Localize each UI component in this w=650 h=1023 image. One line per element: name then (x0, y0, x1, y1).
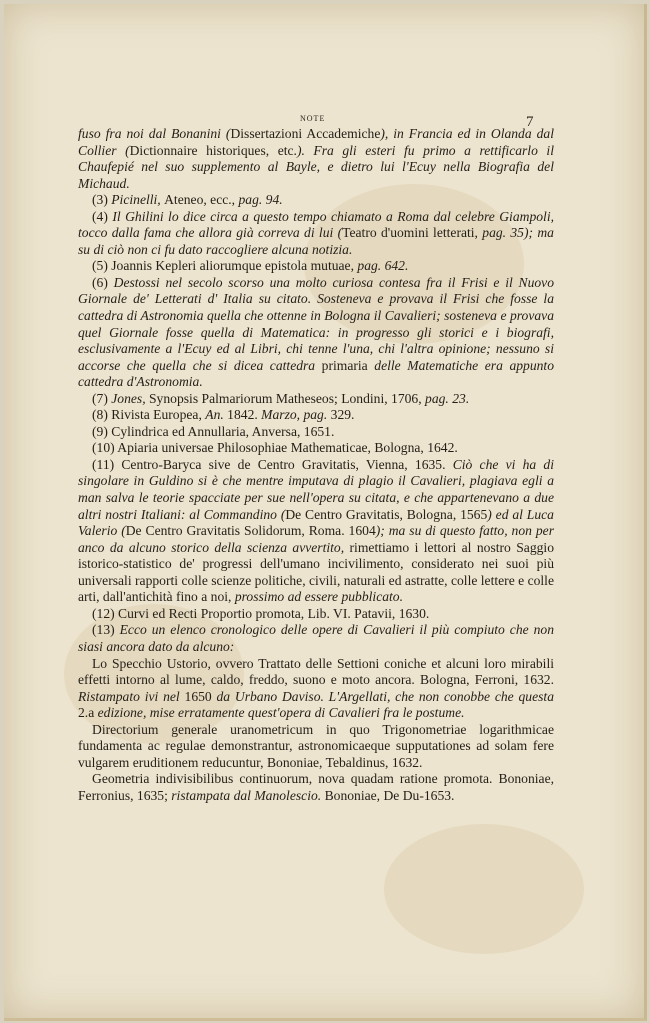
footnote-paragraph (78, 656, 554, 722)
text-segment: (3) (92, 192, 112, 208)
text-segment: edizione, mise erratamente quest'opera di Cavalieri fra le postume. (97, 705, 465, 721)
book-page (4, 4, 647, 1021)
text-segment: Il Ghilini lo dice circa a questo tempo chiamato a Roma dal celebre Giampoli, tocco dalla fama che allora già correva di lui ( (78, 208, 554, 241)
text-segment: pag. 23. (425, 390, 470, 406)
text-segment: Marzo, pag. (261, 407, 331, 423)
text-segment: ). Fra gli esteri fu primo a rettificarlo il Chaufepié nel suo supplemento al Bayle, e dietro lui l'Ecuy nella Biografia del Michaud. (78, 142, 554, 191)
text-segment: Dictionnaire historiques, etc. (129, 142, 297, 158)
text-segment: Picinelli, (111, 192, 165, 208)
footnote-continuation (78, 126, 554, 192)
footnotes-text (78, 126, 554, 804)
footnote-paragraph (78, 622, 554, 655)
text-segment: (5) Joannis Kepleri aliorumque epistola mutuae, (92, 258, 358, 274)
text-segment: primaria (321, 357, 375, 373)
footnote-paragraph (78, 391, 554, 408)
text-segment: De Centro Gravitatis Solidorum, Roma. 1604 (125, 523, 376, 539)
text-segment: Ciò che vi ha di singolare in Guldino si è che mentre imputava di plagio il Cavalieri, plagiava egli a man salva le teorie spacciate per sue nell'opera su citata, e che appartenevano a due altri nostri Italiani: al Commandino ( (78, 456, 554, 522)
text-segment: (9) Cylindrica ed Annullaria, Anversa, 1651. (92, 423, 335, 439)
paper-stain (384, 824, 584, 954)
text-segment: (10) Apiaria universae Philosophiae Mathematicae, Bologna, 1642. (92, 440, 458, 456)
text-segment: fuso fra noi dal Bonanini ( (78, 126, 231, 141)
text-segment: Destossi nel secolo scorso una molto curiosa contesa fra il Frisi e il Nuovo Giornale de' Letterati d' Italia su citato. Sosteneva e provava il Frisi che fosse la cattedra di Astronomia quella che ottenne in Bologna il Cavalieri; sosteneva e provava quel Giornale fosse quella di Matematica: in progresso gli storici e i biografi, esclusivamente a l'Ecuy ed al Libri, chi tenne l'una, chi l'altra opinione; nessuno si accorse che quella che si dicea cattedra (78, 274, 555, 373)
text-segment: (7) (92, 390, 112, 406)
footnote-paragraph (78, 606, 554, 623)
text-segment: Teatro d'uomini letterati, (342, 225, 483, 241)
text-segment: da Urbano Daviso. L'Argellati, che non conobbe che questa (216, 688, 554, 704)
text-segment: (6) (92, 274, 114, 290)
text-segment: De Centro Gravitatis, Bologna, 1565 (285, 506, 488, 522)
footnote-paragraph (78, 771, 554, 804)
text-segment: ) ed al Luca Valerio ( (78, 506, 554, 539)
text-segment: 329. (330, 407, 355, 423)
text-segment: in Francia ed in Olanda dal Collier ( (78, 126, 554, 158)
footnote-paragraph (78, 457, 554, 606)
text-segment: ); ma su di questo fatto, non per anco da alcuno storico della scienza avvertito, (78, 523, 554, 555)
text-segment: Ristampato ivi nel (78, 688, 185, 704)
page-number: 7 (526, 114, 534, 130)
text-segment: 2.a (78, 705, 98, 721)
text-segment: (8) Rivista Europea, (92, 407, 206, 423)
text-segment: pag. 35); ma su di ciò non ci fu dato raccogliere alcuna notizia. (78, 225, 554, 257)
text-segment: pag. 94. (238, 192, 283, 208)
text-segment: Synopsis Palmariorum Matheseos; Londini, 1706, (149, 390, 426, 406)
text-segment: ), (380, 126, 394, 141)
text-segment: Ateneo, ecc., (164, 192, 239, 208)
text-segment: rimettiamo i lettori al nostro Saggio istorico-statistico de' progressi dell'umano incivilimento, considerato nei suoi più universali rapporti colle scienze politiche, civili, naturali ed astratte, colle lettere e colle arti, dall'antichità fino a noi, (78, 539, 554, 605)
text-segment: Jones, (111, 390, 149, 406)
text-segment: pag. 642. (357, 258, 409, 274)
text-segment: Lo Specchio Ustorio, ovvero Trattato delle Settioni coniche et alcuni loro mirabili effetti intorno al lume, caldo, freddo, suono e moto ancora. Bologna, Ferroni, 1632. (78, 655, 554, 688)
text-segment: (4) (92, 208, 113, 224)
text-segment: ristampata dal Manolescio. (171, 787, 325, 803)
footnote-paragraph (78, 258, 554, 275)
text-segment: An. (205, 407, 228, 423)
text-segment: Directorium generale uranometricum in quo Trigonometriae logarithmicae fundamenta ac regulae demonstrantur, astronomicaeque supputationes ad solam fere vulgarem eruditionem reducuntur, Bononiae, Tebaldinus, 1632. (78, 721, 554, 770)
text-segment: delle Matematiche era appunto cattedra d'Astronomia. (78, 357, 554, 390)
footnote-paragraph (78, 192, 554, 209)
footnote-paragraph (78, 424, 554, 441)
footnote-paragraph (78, 209, 554, 259)
text-segment: 1842. (227, 407, 262, 423)
footnote-paragraph (78, 440, 554, 457)
running-head: NOTE (300, 114, 326, 123)
footnote-paragraph (78, 722, 554, 772)
footnote-paragraph (78, 407, 554, 424)
text-segment: (13) (92, 622, 120, 638)
text-segment: Bononiae, De Du-1653. (324, 787, 455, 803)
text-segment: (12) Curvi ed Recti Proportio promota, Lib. VI. Patavii, 1630. (92, 605, 430, 621)
text-segment: Geometria indivisibilibus continuorum, nova quadam ratione promota. Bononiae, Ferronius, 1635; (78, 771, 554, 803)
footnote-paragraph (78, 275, 554, 391)
text-segment: prossimo ad essere pubblicato. (234, 589, 403, 605)
text-segment: 1650 (184, 688, 217, 704)
text-segment: Ecco un elenco cronologico delle opere di Cavalieri il più compiuto che non siasi ancora dato da alcuno: (78, 622, 555, 654)
text-segment: (11) Centro-Baryca sive de Centro Gravitatis, Vienna, 1635. (92, 456, 453, 472)
text-segment: Dissertazioni Accademiche (230, 126, 381, 141)
